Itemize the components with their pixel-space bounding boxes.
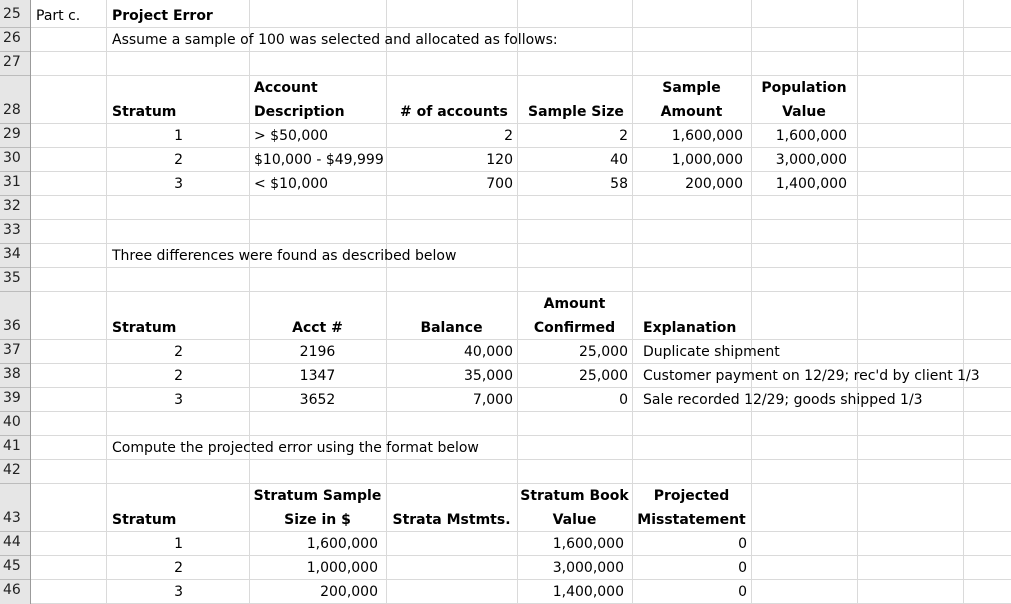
t1-cell-population[interactable]: 1,400,000 [775,176,847,192]
t2-cell-confirmed[interactable]: 25,000 [579,368,628,384]
row-number[interactable]: 25 [3,6,21,22]
t3-cell-stratum[interactable]: 2 [174,560,183,576]
t3-header-size[interactable]: Size in $ [284,512,351,528]
row-number[interactable]: 35 [3,270,21,286]
column-divider [963,0,964,604]
t2-cell-balance[interactable]: 7,000 [472,392,513,408]
t1-header-value[interactable]: Value [782,104,826,120]
row-divider [31,435,1011,436]
row-number[interactable]: 28 [3,102,21,118]
t2-header-acct[interactable]: Acct # [292,320,343,336]
row-divider [31,555,1011,556]
t1-cell-population[interactable]: 3,000,000 [775,152,847,168]
row-divider [31,243,1011,244]
t2-header-stratum[interactable]: Stratum [112,320,177,336]
row-header-divider [0,243,30,244]
t3-cell-sample-size[interactable]: 200,000 [320,584,378,600]
row-divider [31,579,1011,580]
row-header-divider [0,459,30,460]
row-header-divider [0,195,30,196]
t1-header-sample-size[interactable]: Sample Size [528,104,624,120]
differences-note[interactable]: Three differences were found as described below [112,248,457,264]
t2-header-explanation[interactable]: Explanation [643,320,737,336]
row-header-divider [0,435,30,436]
row-divider [31,459,1011,460]
row-divider [31,27,1011,28]
row-divider [31,411,1011,412]
row-header-divider [0,219,30,220]
assumption-text[interactable]: Assume a sample of 100 was selected and allocated as follows: [112,32,558,48]
t1-cell-stratum[interactable]: 3 [174,176,183,192]
t2-cell-acct[interactable]: 3652 [299,392,336,408]
row-number[interactable]: 44 [3,534,21,550]
t3-header-strata[interactable]: Strata Mstmts. [392,512,511,528]
t1-cell-accounts[interactable]: 700 [486,176,513,192]
row-header-divider [0,363,30,364]
row-number[interactable]: 32 [3,198,21,214]
row-header-divider [0,483,30,484]
row-divider [31,483,1011,484]
t3-cell-stratum[interactable]: 1 [174,536,183,552]
row-number[interactable]: 40 [3,414,21,430]
t1-cell-sample-amount[interactable]: 1,000,000 [671,152,743,168]
row-header-divider [0,123,30,124]
row-divider [31,291,1011,292]
row-number[interactable]: 34 [3,246,21,262]
row-number[interactable]: 31 [3,174,21,190]
row-header-divider [0,579,30,580]
row-divider [31,123,1011,124]
t1-header-population[interactable]: Population [761,80,847,96]
row-header-divider [0,75,30,76]
row-header-divider [0,531,30,532]
t3-cell-projected[interactable]: 0 [738,584,747,600]
t2-header-confirmed[interactable]: Confirmed [533,320,616,336]
t3-header-stratum-sample[interactable]: Stratum Sample [253,488,382,504]
t2-cell-balance[interactable]: 35,000 [464,368,513,384]
row-header-divider [0,555,30,556]
row-divider [31,531,1011,532]
row-number[interactable]: 42 [3,462,21,478]
t2-cell-confirmed[interactable]: 25,000 [579,344,628,360]
t1-cell-desc[interactable]: < $10,000 [254,176,329,192]
t1-cell-accounts[interactable]: 120 [486,152,513,168]
part-label[interactable]: Part c. [36,8,81,24]
row-header-divider [0,51,30,52]
row-header-divider [0,387,30,388]
row-header-divider [0,267,30,268]
row-divider [31,51,1011,52]
t1-cell-sample-size[interactable]: 40 [610,152,628,168]
t1-header-stratum[interactable]: Stratum [112,104,177,120]
t1-cell-stratum[interactable]: 2 [174,152,183,168]
t2-header-balance[interactable]: Balance [420,320,483,336]
t2-cell-confirmed[interactable]: 0 [619,392,628,408]
row-number[interactable]: 30 [3,150,21,166]
t1-cell-sample-size[interactable]: 58 [610,176,628,192]
t2-cell-stratum[interactable]: 2 [174,368,183,384]
row-divider [31,195,1011,196]
row-number[interactable]: 33 [3,222,21,238]
row-number[interactable]: 43 [3,510,21,526]
t2-cell-explanation[interactable]: Duplicate shipment [643,344,780,360]
t1-cell-accounts[interactable]: 2 [504,128,513,144]
row-number[interactable]: 39 [3,390,21,406]
t3-cell-sample-size[interactable]: 1,000,000 [306,560,378,576]
t3-header-misstatement[interactable]: Misstatement [637,512,746,528]
row-divider [31,75,1011,76]
row-number[interactable]: 29 [3,126,21,142]
row-header-divider [0,339,30,340]
row-divider [31,147,1011,148]
row-number[interactable]: 36 [3,318,21,334]
t1-cell-desc[interactable]: > $50,000 [254,128,329,144]
compute-note[interactable]: Compute the projected error using the format below [112,440,479,456]
t1-header-account[interactable]: Account [254,80,318,96]
t2-cell-stratum[interactable]: 3 [174,392,183,408]
t3-header-projected[interactable]: Projected [653,488,730,504]
t2-cell-explanation[interactable]: Sale recorded 12/29; goods shipped 1/3 [643,392,923,408]
t3-cell-sample-size[interactable]: 1,600,000 [306,536,378,552]
t3-header-value[interactable]: Value [552,512,597,528]
t2-header-amount[interactable]: Amount [543,296,606,312]
t1-cell-sample-amount[interactable]: 200,000 [685,176,743,192]
section-title[interactable]: Project Error [112,8,213,24]
t1-cell-population[interactable]: 1,600,000 [775,128,847,144]
column-divider [857,0,858,604]
t3-cell-book-value[interactable]: 3,000,000 [552,560,624,576]
t3-cell-stratum[interactable]: 3 [174,584,183,600]
t3-header-stratum-book[interactable]: Stratum Book [520,488,629,504]
column-divider [106,0,107,604]
row-divider [31,339,1011,340]
row-header-divider [0,411,30,412]
t1-header-amount[interactable]: Amount [660,104,723,120]
row-number[interactable]: 27 [3,54,21,70]
t1-cell-desc[interactable]: $10,000 - $49,999 [254,152,384,168]
t1-header-sample[interactable]: Sample [662,80,721,96]
row-number[interactable]: 37 [3,342,21,358]
t3-cell-book-value[interactable]: 1,600,000 [552,536,624,552]
row-number[interactable]: 45 [3,558,21,574]
t3-cell-projected[interactable]: 0 [738,536,747,552]
row-header-divider [0,147,30,148]
row-number[interactable]: 41 [3,438,21,454]
row-number[interactable]: 38 [3,366,21,382]
row-divider [31,219,1011,220]
row-divider [31,363,1011,364]
t2-cell-stratum[interactable]: 2 [174,344,183,360]
t1-cell-stratum[interactable]: 1 [174,128,183,144]
row-divider [31,387,1011,388]
t2-cell-balance[interactable]: 40,000 [464,344,513,360]
row-divider [31,171,1011,172]
t1-cell-sample-size[interactable]: 2 [619,128,628,144]
row-divider [31,267,1011,268]
t1-header-num-accounts[interactable]: # of accounts [400,104,508,120]
t2-cell-acct[interactable]: 1347 [299,368,336,384]
t2-cell-explanation[interactable]: Customer payment on 12/29; rec'd by client 1/3 [643,368,980,384]
row-header-divider [0,171,30,172]
t1-cell-sample-amount[interactable]: 1,600,000 [671,128,743,144]
t3-header-stratum[interactable]: Stratum [112,512,177,528]
t3-cell-book-value[interactable]: 1,400,000 [552,584,624,600]
t2-cell-acct[interactable]: 2196 [299,344,336,360]
t1-header-description[interactable]: Description [254,104,345,120]
row-number[interactable]: 46 [3,582,21,598]
row-number[interactable]: 26 [3,30,21,46]
row-header-divider [0,27,30,28]
t3-cell-projected[interactable]: 0 [738,560,747,576]
row-header-divider [0,291,30,292]
